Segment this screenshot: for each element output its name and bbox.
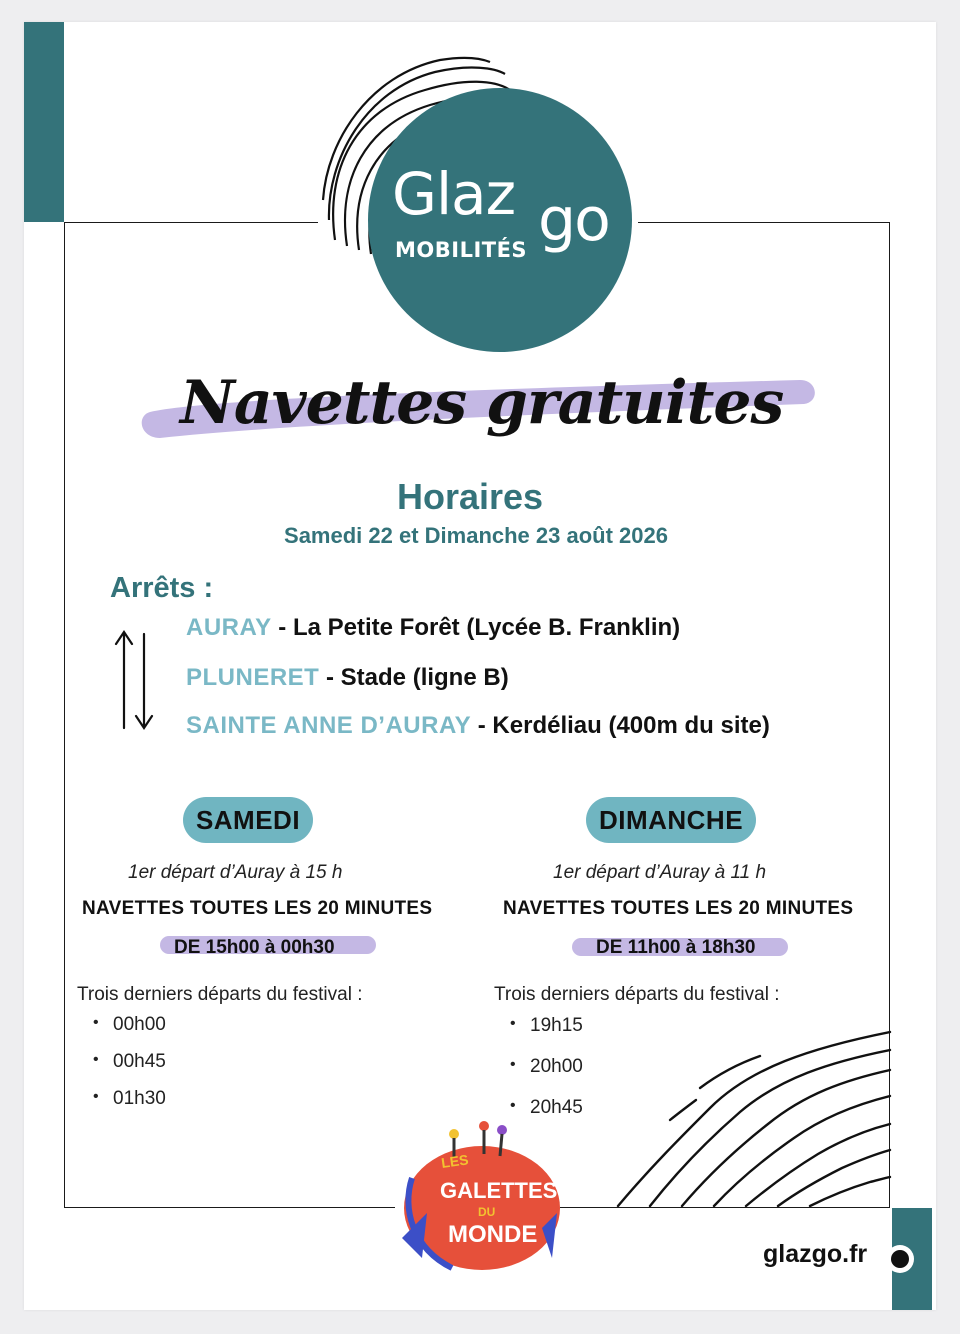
list-item: • 20h00 bbox=[494, 1056, 583, 1078]
dot-icon bbox=[886, 1245, 914, 1273]
stop-town: PLUNERET bbox=[186, 664, 320, 691]
festival-logo-text: LES bbox=[440, 1151, 470, 1171]
list-item: • 00h00 bbox=[77, 1014, 166, 1036]
range-dimanche: DE 11h00 à 18h30 bbox=[596, 937, 756, 958]
list-item: • 19h15 bbox=[494, 1015, 583, 1037]
list-item: • 20h45 bbox=[494, 1097, 583, 1119]
stop-pluneret bbox=[186, 664, 509, 692]
stop-town: AURAY bbox=[186, 614, 272, 641]
first-departure-dimanche: 1er départ d’Auray à 11 h bbox=[553, 862, 767, 883]
galettes-du-monde-logo bbox=[392, 1118, 564, 1278]
festival-logo-text: DU bbox=[478, 1205, 496, 1219]
stop-town: SAINTE ANNE D’AURAY bbox=[186, 712, 472, 739]
stop-place: - La Petite Forêt (Lycée B. Franklin) bbox=[271, 614, 681, 641]
festival-logo-text: GALETTES bbox=[440, 1178, 558, 1203]
frequency-dimanche: NAVETTES TOUTES LES 20 MINUTES bbox=[503, 898, 854, 919]
last-departures-list-dimanche bbox=[494, 1015, 583, 1119]
stops-heading: Arrêts : bbox=[110, 572, 214, 604]
two-way-arrows-icon bbox=[112, 628, 156, 732]
list-item: • 01h30 bbox=[77, 1088, 166, 1110]
stop-sainte-anne bbox=[186, 712, 770, 740]
day-badge-samedi: SAMEDI bbox=[183, 797, 313, 843]
stop-place: - Kerdéliau (400m du site) bbox=[471, 712, 770, 739]
last-departures-title-dimanche: Trois derniers départs du festival : bbox=[494, 984, 780, 1005]
horaires-heading: Horaires bbox=[396, 476, 544, 517]
last-departures-list-samedi bbox=[77, 1014, 166, 1110]
logo-glaz-text: Glaz bbox=[392, 160, 516, 228]
stop-auray bbox=[186, 614, 680, 642]
last-departures-title-samedi: Trois derniers départs du festival : bbox=[77, 984, 363, 1005]
page-title: Navettes gratuites bbox=[180, 368, 784, 438]
logo-go-text: go bbox=[538, 185, 609, 255]
logo-mobilites-text: MOBILITÉS bbox=[395, 238, 528, 262]
list-item: • 00h45 bbox=[77, 1051, 166, 1073]
first-departure-samedi: 1er départ d’Auray à 15 h bbox=[128, 862, 343, 883]
teal-corner-bar-top bbox=[24, 22, 64, 222]
range-samedi: DE 15h00 à 00h30 bbox=[174, 937, 335, 958]
website-link[interactable]: glazgo.fr bbox=[763, 1240, 868, 1268]
festival-logo-text: MONDE bbox=[448, 1221, 538, 1248]
event-dates: Samedi 22 et Dimanche 23 août 2026 bbox=[284, 523, 668, 548]
day-badge-dimanche: DIMANCHE bbox=[586, 797, 756, 843]
wave-lines-decoration bbox=[610, 1028, 892, 1208]
stop-place: - Stade (ligne B) bbox=[319, 664, 509, 691]
frequency-samedi: NAVETTES TOUTES LES 20 MINUTES bbox=[82, 898, 433, 919]
